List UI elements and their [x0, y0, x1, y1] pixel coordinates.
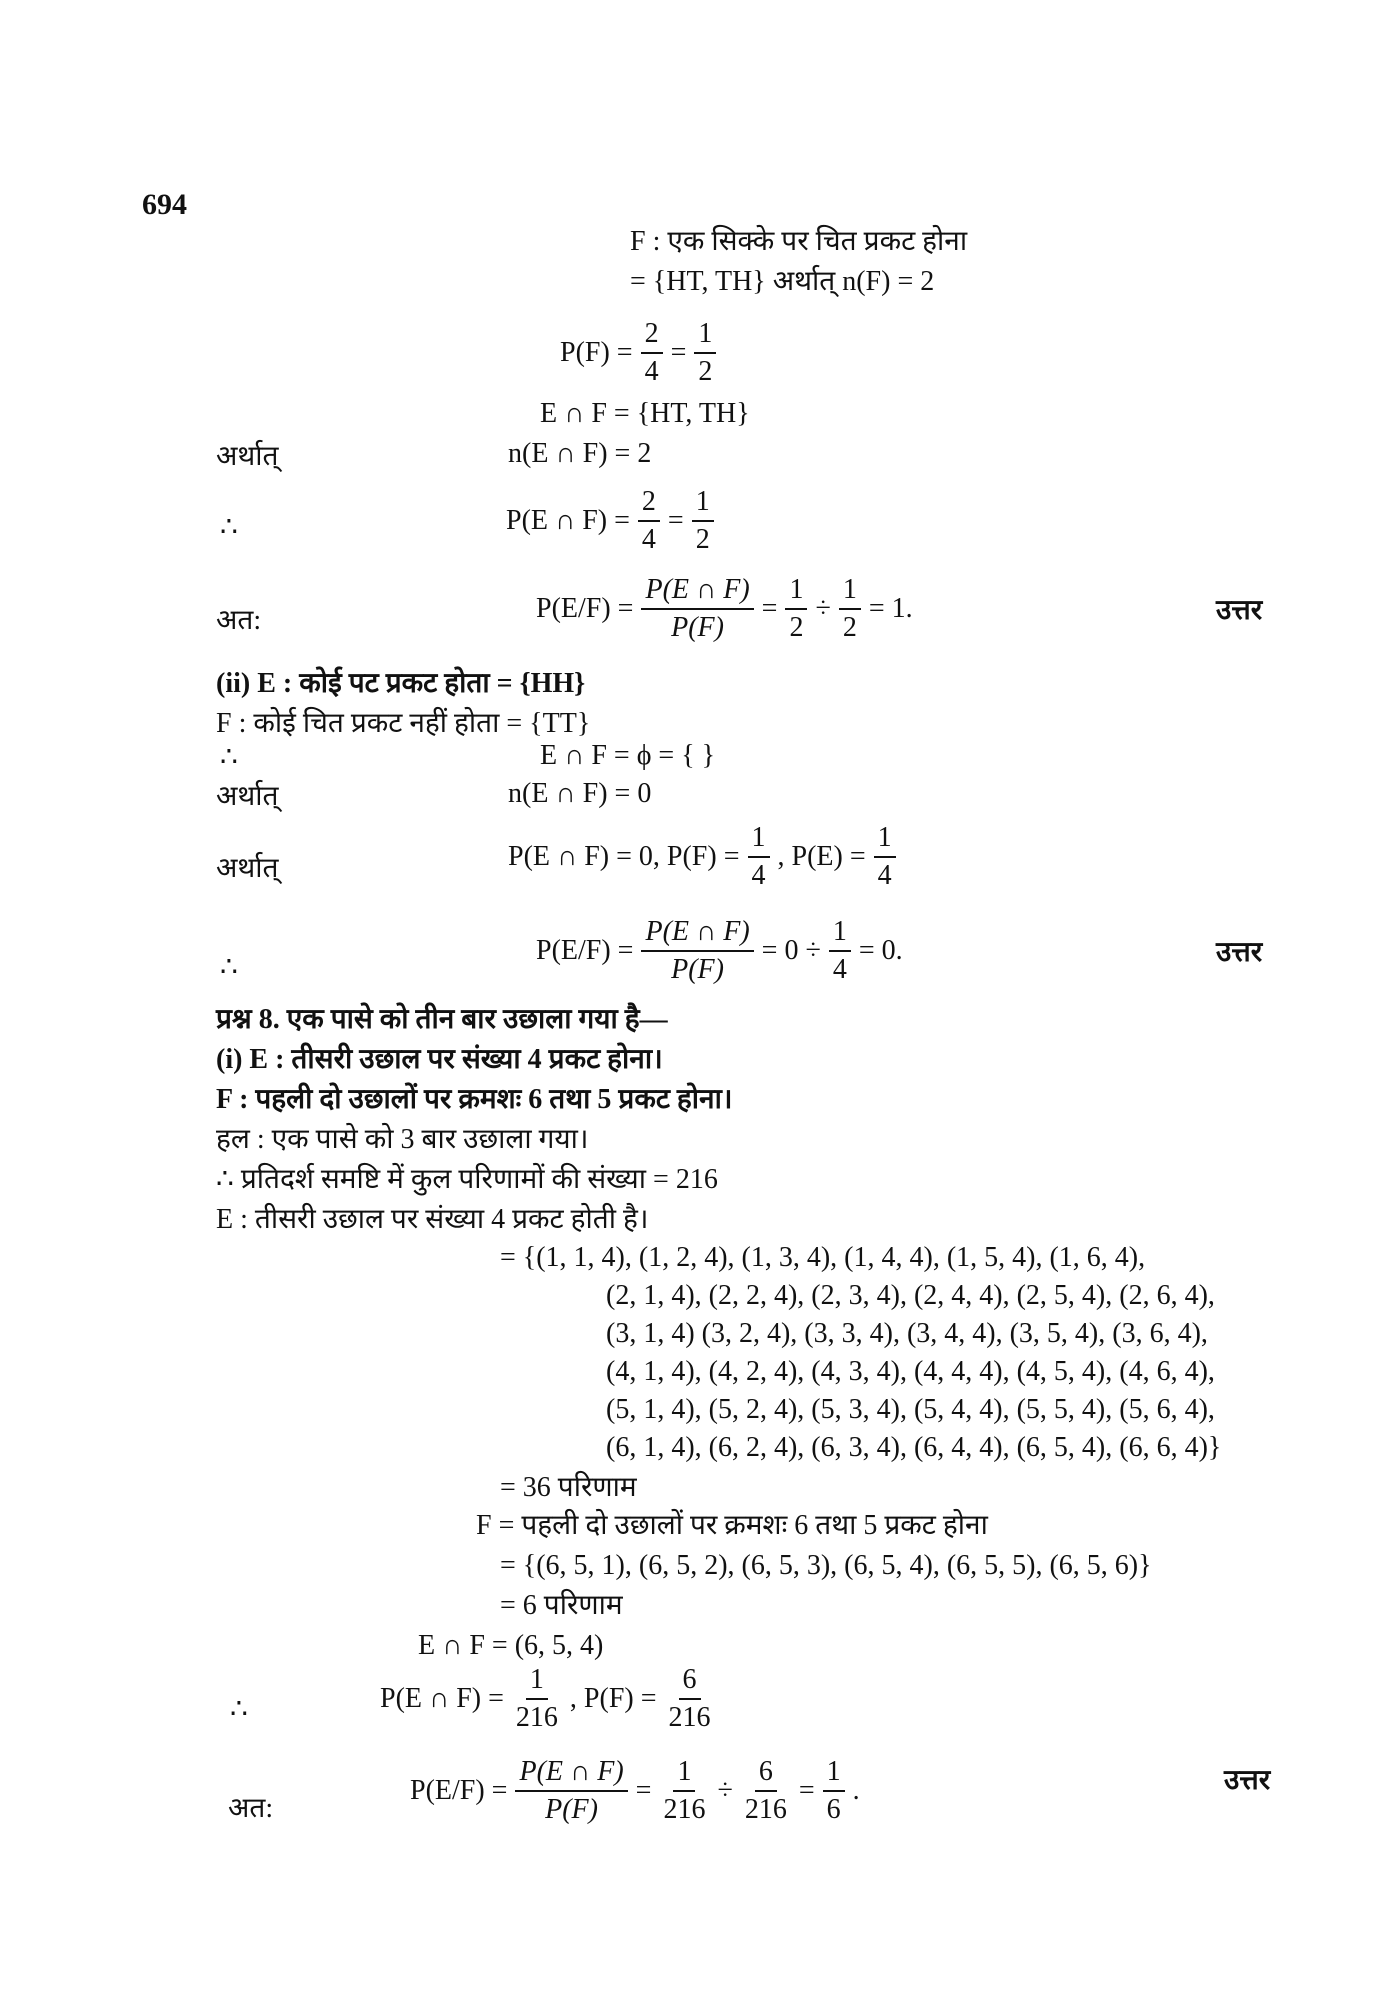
denominator: 6 [826, 1794, 841, 1825]
fraction [641, 574, 753, 644]
peaf-lhs: P(E ∩ F) = [380, 1683, 504, 1714]
e-set-row: = {(1, 1, 4), (1, 2, 4), (1, 3, 4), (1, 4, 4), (1, 5, 4), (1, 6, 4), [500, 1242, 1146, 1273]
fraction [692, 486, 714, 556]
divide-sign: ÷ [717, 1775, 733, 1806]
e-set-row: (6, 1, 4), (6, 2, 4), (6, 3, 4), (6, 4, 4), (6, 5, 4), (6, 6, 4)} [606, 1432, 1222, 1463]
probabilities-line [508, 822, 898, 892]
answer-label: उत्तर [1216, 595, 1263, 626]
answer-label: उत्तर [1216, 937, 1263, 968]
e-intersect-f-outcome: E ∩ F = (6, 5, 4) [418, 1630, 604, 1661]
denominator: 4 [832, 954, 847, 985]
numerator: 1 [526, 1664, 548, 1700]
fraction [823, 1756, 845, 1826]
question-8-e: (i) E : तीसरी उछाल पर संख्या 4 प्रकट होना। [216, 1044, 663, 1075]
n-e-intersect-f: n(E ∩ F) = 2 [508, 438, 652, 469]
pef-result: = 1. [868, 593, 913, 624]
pf-equation [560, 318, 718, 388]
e-intersect-f: E ∩ F = {HT, TH} [540, 398, 750, 429]
f-count: = 6 परिणाम [500, 1590, 623, 1621]
e-set-row: (3, 1, 4) (3, 2, 4), (3, 3, 4), (3, 4, 4), (3, 5, 4), (3, 6, 4), [606, 1318, 1208, 1349]
denominator: 2 [842, 612, 857, 643]
therefore-symbol: ∴ [230, 1694, 248, 1725]
divide-sign: ÷ [815, 593, 831, 624]
denominator: 4 [751, 860, 766, 891]
peaf-pf-line [380, 1664, 717, 1734]
pef-lhs: P(E/F) = [410, 1775, 508, 1806]
numerator: 1 [874, 822, 896, 858]
numerator: 1 [829, 916, 851, 952]
pef-lhs: P(E/F) = [536, 935, 634, 966]
label-arthat: अर्थात् [216, 441, 279, 472]
numerator: 6 [679, 1664, 701, 1700]
denominator: 216 [744, 1794, 787, 1825]
pf-lhs: P(F) = [560, 337, 633, 368]
fraction [659, 1756, 709, 1826]
fraction [785, 574, 807, 644]
numerator: 1 [823, 1756, 845, 1792]
pef-equation-q8 [410, 1756, 860, 1826]
denominator: P(F) [671, 612, 724, 643]
fraction [665, 1664, 715, 1734]
denominator: 2 [695, 524, 710, 555]
label-arthat: अर्थात् [216, 853, 279, 884]
label-arthat: अर्थात् [216, 781, 279, 812]
therefore-symbol: ∴ [220, 952, 238, 983]
fraction [638, 486, 660, 556]
denominator: 4 [877, 860, 892, 891]
pef-equation-ii [536, 916, 903, 986]
pef-mid: = 0 ÷ [761, 935, 821, 966]
fraction [829, 916, 851, 986]
fraction [874, 822, 896, 892]
numerator: 1 [748, 822, 770, 858]
period: . [852, 1775, 860, 1806]
fraction [694, 318, 716, 388]
denominator: P(F) [545, 1794, 598, 1825]
fraction [741, 1756, 791, 1826]
equals-sign: = [761, 593, 778, 624]
pef-result: = 0. [858, 935, 903, 966]
probs-text: P(E ∩ F) = 0, P(F) = [508, 841, 740, 872]
fraction [641, 318, 663, 388]
e-description: E : तीसरी उछाल पर संख्या 4 प्रकट होती है। [216, 1204, 649, 1235]
equals-sign: = [670, 337, 687, 368]
equals-sign: = [635, 1775, 652, 1806]
denominator: 2 [698, 356, 713, 387]
fraction [748, 822, 770, 892]
equals-sign: = [667, 505, 684, 536]
numerator: 1 [785, 574, 807, 610]
pef-lhs: P(E/F) = [536, 593, 634, 624]
numerator: 1 [839, 574, 861, 610]
denominator: 216 [663, 1794, 706, 1825]
denominator: P(F) [671, 954, 724, 985]
f-set: = {(6, 5, 1), (6, 5, 2), (6, 5, 3), (6, 5, 4), (6, 5, 5), (6, 5, 6)} [500, 1550, 1152, 1581]
e-set-row: (5, 1, 4), (5, 2, 4), (5, 3, 4), (5, 4, 4), (5, 5, 4), (5, 6, 4), [606, 1394, 1215, 1425]
peaf-lhs: P(E ∩ F) = [506, 505, 630, 536]
e-set-row: (4, 1, 4), (4, 2, 4), (4, 3, 4), (4, 4, 4), (4, 5, 4), (4, 6, 4), [606, 1356, 1215, 1387]
e-count: = 36 परिणाम [500, 1472, 637, 1503]
part-ii-f-definition: F : कोई चित प्रकट नहीं होता = {TT} [216, 708, 591, 739]
fraction [641, 916, 753, 986]
label-atah: अत: [216, 605, 262, 636]
numerator: P(E ∩ F) [641, 574, 753, 610]
numerator: 1 [692, 486, 714, 522]
label-atah: अत: [228, 1793, 274, 1824]
total-outcomes: ∴ प्रतिदर्श समष्टि में कुल परिणामों की संख्या = 216 [216, 1164, 718, 1195]
denominator: 4 [641, 524, 656, 555]
denominator: 216 [515, 1702, 558, 1733]
question-8-f: F : पहली दो उछालों पर क्रमशः 6 तथा 5 प्रकट होना। [216, 1084, 733, 1115]
pe-label: , P(E) = [777, 841, 866, 872]
pf-label: , P(F) = [569, 1683, 657, 1714]
fraction [512, 1664, 562, 1734]
e-set-row: (2, 1, 4), (2, 2, 4), (2, 3, 4), (2, 4, 4), (2, 5, 4), (2, 6, 4), [606, 1280, 1215, 1311]
n-e-intersect-f: n(E ∩ F) = 0 [508, 778, 652, 809]
page-number: 694 [142, 188, 187, 221]
therefore-symbol: ∴ [220, 742, 238, 773]
numerator: 1 [694, 318, 716, 354]
f-set: = {HT, TH} अर्थात् n(F) = 2 [630, 266, 935, 297]
part-ii-e-definition: (ii) E : कोई पट प्रकट होता = {HH} [216, 668, 586, 699]
pef-equation [536, 574, 913, 644]
therefore-symbol: ∴ [220, 512, 238, 543]
peaf-equation [506, 486, 716, 556]
solution-line: हल : एक पासे को 3 बार उछाला गया। [216, 1124, 589, 1155]
numerator: 2 [638, 486, 660, 522]
numerator: 2 [641, 318, 663, 354]
denominator: 4 [644, 356, 659, 387]
denominator: 2 [789, 612, 804, 643]
f-description: F = पहली दो उछालों पर क्रमशः 6 तथा 5 प्रकट होना [476, 1510, 988, 1541]
numerator: 6 [755, 1756, 777, 1792]
denominator: 216 [668, 1702, 711, 1733]
equals-sign: = [798, 1775, 815, 1806]
question-8-heading: प्रश्न 8. एक पासे को तीन बार उछाला गया है— [216, 1004, 668, 1035]
f-definition: F : एक सिक्के पर चित प्रकट होना [630, 226, 968, 257]
fraction [515, 1756, 627, 1826]
answer-label: उत्तर [1224, 1765, 1271, 1796]
numerator: P(E ∩ F) [515, 1756, 627, 1792]
e-intersect-f-empty: E ∩ F = ϕ = { } [540, 740, 716, 771]
numerator: 1 [673, 1756, 695, 1792]
fraction [839, 574, 861, 644]
numerator: P(E ∩ F) [641, 916, 753, 952]
